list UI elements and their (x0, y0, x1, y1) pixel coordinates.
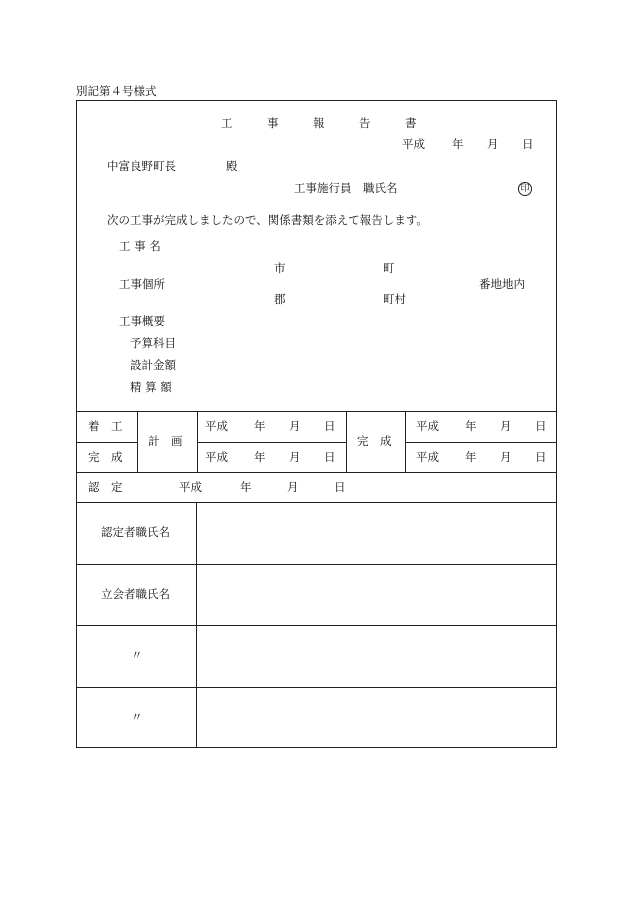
form-frame (76, 100, 557, 748)
approval-label: 認 定 (88, 480, 123, 494)
start-label: 着 工 (88, 419, 123, 433)
city-label: 市 (274, 261, 286, 275)
divider-schedule-top (76, 411, 557, 412)
title-char: 事 (267, 116, 279, 130)
complete-finish-month: 月 (500, 450, 512, 464)
title-char: 報 (313, 116, 325, 130)
plan-start-year: 年 (254, 419, 266, 433)
complete-finish-era: 平成 (416, 450, 439, 464)
plan-label: 計 画 (148, 434, 183, 448)
divider-sig1 (76, 564, 557, 565)
seal-icon: 印 (518, 182, 532, 196)
approval-era: 平成 (179, 480, 202, 494)
plan-finish-era: 平成 (205, 450, 228, 464)
town-label: 町 (383, 261, 395, 275)
approval-year: 年 (240, 480, 252, 494)
header-date-year: 年 (452, 137, 464, 151)
title-char: 告 (359, 116, 371, 130)
location-label: 工事個所 (119, 277, 165, 291)
header-date-day: 日 (522, 137, 534, 151)
ditto-mark: 〃 (131, 648, 143, 662)
vline-plan-right (197, 411, 198, 472)
complete-start-month: 月 (500, 419, 512, 433)
divider-complete-mid (405, 442, 557, 443)
complete-finish-day: 日 (535, 450, 547, 464)
divider-approval-bottom (76, 502, 557, 503)
overview-label: 工事概要 (119, 314, 165, 328)
complete-finish-year: 年 (465, 450, 477, 464)
divider-start-finish-left (76, 442, 137, 443)
county-label: 郡 (274, 292, 286, 306)
form-label: 別記第４号様式 (76, 84, 157, 98)
ditto-mark: 〃 (131, 710, 143, 724)
witness-label: 立会者職氏名 (101, 587, 170, 601)
plan-finish-month: 月 (289, 450, 301, 464)
plan-start-day: 日 (324, 419, 336, 433)
design-amount-label: 設計金額 (130, 358, 176, 372)
approval-day: 日 (334, 480, 346, 494)
budget-item-label: 予算科目 (130, 336, 176, 350)
complete-start-day: 日 (535, 419, 547, 433)
plan-finish-day: 日 (324, 450, 336, 464)
header-date-era: 平成 (402, 137, 425, 151)
lot-suffix-label: 番地地内 (479, 277, 525, 291)
complete-start-era: 平成 (416, 419, 439, 433)
plan-finish-year: 年 (254, 450, 266, 464)
approval-month: 月 (287, 480, 299, 494)
project-name-label: 工 事 名 (119, 239, 161, 253)
complete-label: 完 成 (357, 434, 392, 448)
finish-label: 完 成 (88, 450, 123, 464)
settlement-amount-label: 精 算 額 (130, 380, 172, 394)
reporter-label: 工事施行員 職氏名 (294, 181, 398, 195)
statement: 次の工事が完成しましたので、関係書類を添えて報告します。 (107, 213, 428, 227)
town-village-label: 町村 (383, 292, 406, 306)
header-date-month: 月 (487, 137, 499, 151)
divider-sig2 (76, 625, 557, 626)
plan-start-era: 平成 (205, 419, 228, 433)
divider-sig3 (76, 687, 557, 688)
vline-complete-left (346, 411, 347, 472)
divider-approval-top (76, 472, 557, 473)
addressee-name: 中富良野町長 (107, 159, 176, 173)
approver-label: 認定者職氏名 (101, 525, 170, 539)
vline-plan-left (137, 411, 138, 472)
addressee-honorific: 殿 (226, 159, 238, 173)
vline-complete-right (405, 411, 406, 472)
title-char: 工 (221, 116, 233, 130)
vline-signature (196, 502, 197, 748)
plan-start-month: 月 (289, 419, 301, 433)
complete-start-year: 年 (465, 419, 477, 433)
divider-plan-mid (197, 442, 346, 443)
title-char: 書 (405, 116, 417, 130)
